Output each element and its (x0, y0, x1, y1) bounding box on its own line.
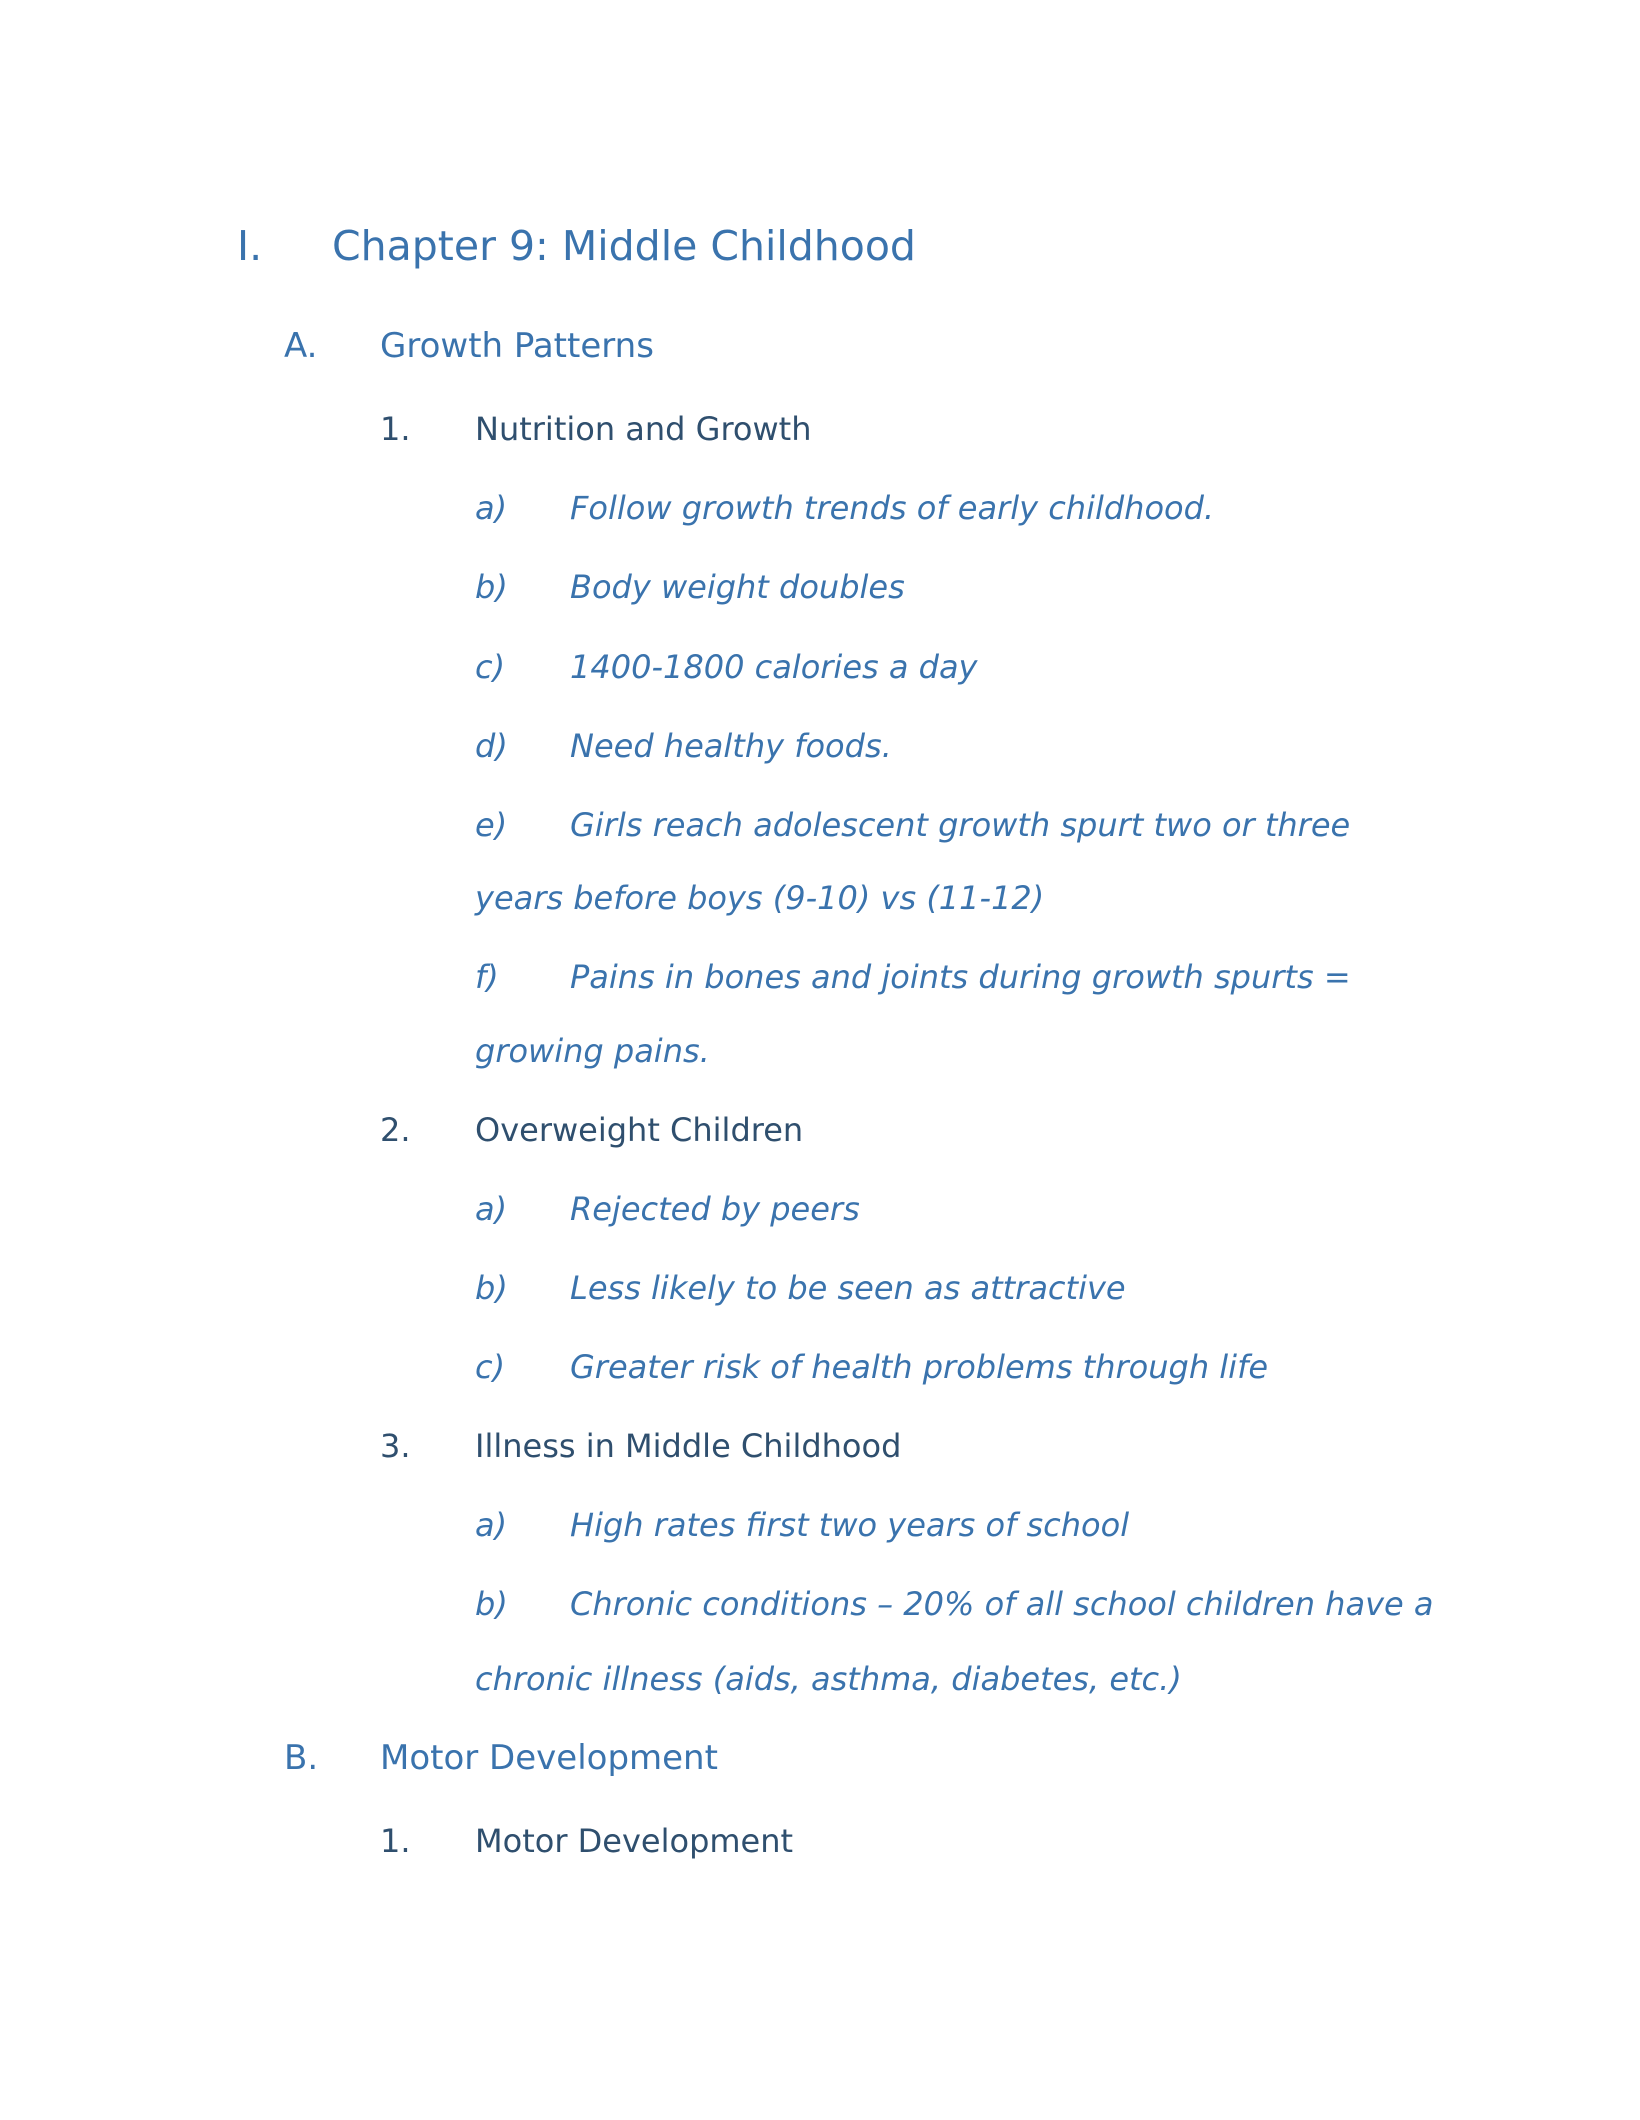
item-marker: c) (475, 648, 506, 686)
item-continuation: growing pains. (475, 1032, 710, 1070)
item-text: Rejected by peers (570, 1190, 860, 1228)
item-text: Body weight doubles (570, 568, 905, 606)
item-text: Pains in bones and joints during growth spurts = (570, 958, 1351, 996)
item-marker: c) (475, 1348, 506, 1386)
heading-marker: I. (237, 222, 263, 270)
topic-marker: 2. (380, 1111, 411, 1149)
item-text: Less likely to be seen as attractive (570, 1269, 1126, 1307)
item-text: High rates first two years of school (570, 1506, 1130, 1544)
topic-title: Motor Development (475, 1822, 794, 1860)
item-marker: e) (475, 806, 508, 844)
item-marker: a) (475, 1190, 508, 1228)
item-marker: d) (475, 727, 508, 765)
item-text: 1400-1800 calories a day (570, 648, 978, 686)
section-title: Motor Development (380, 1738, 718, 1778)
section-marker: B. (284, 1738, 319, 1778)
item-text: Greater risk of health problems through life (570, 1348, 1269, 1386)
item-text: Chronic conditions – 20% of all school children have a (570, 1585, 1434, 1623)
heading-title: Chapter 9: Middle Childhood (332, 222, 916, 270)
topic-marker: 1. (380, 1822, 411, 1860)
item-text: Need healthy foods. (570, 727, 892, 765)
item-marker: b) (475, 1269, 508, 1307)
item-marker: b) (475, 1585, 508, 1623)
topic-title: Overweight Children (475, 1111, 804, 1149)
topic-title: Illness in Middle Childhood (475, 1427, 902, 1465)
item-marker: b) (475, 568, 508, 606)
topic-marker: 1. (380, 410, 411, 448)
item-continuation: years before boys (9-10) vs (11-12) (475, 879, 1045, 917)
topic-title: Nutrition and Growth (475, 410, 812, 448)
item-marker: a) (475, 1506, 508, 1544)
item-marker: a) (475, 489, 508, 527)
item-marker: f) (475, 958, 499, 996)
item-text: Follow growth trends of early childhood. (570, 489, 1215, 527)
item-continuation: chronic illness (aids, asthma, diabetes, etc.) (475, 1660, 1182, 1698)
section-title: Growth Patterns (380, 326, 654, 366)
section-marker: A. (284, 326, 318, 366)
item-text: Girls reach adolescent growth spurt two or three (570, 806, 1351, 844)
topic-marker: 3. (380, 1427, 411, 1465)
